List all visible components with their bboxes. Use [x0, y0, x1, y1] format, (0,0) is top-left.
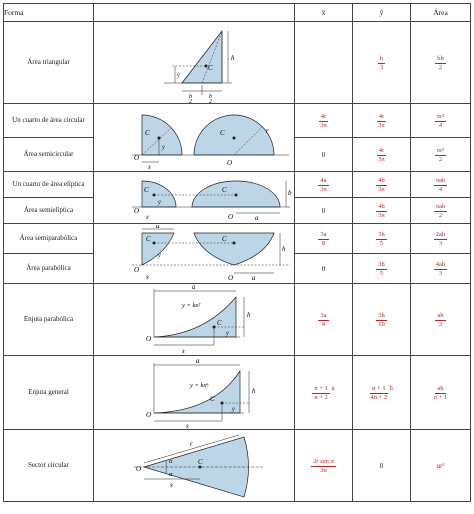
header-area: Área [411, 4, 471, 22]
row-quarter-ellipse [4, 172, 471, 198]
area-den: 3 [438, 240, 443, 247]
label-o1: O [134, 206, 140, 215]
header-forma: Forma [4, 4, 94, 22]
label-ybar: ȳ [158, 199, 161, 206]
name-quarter-circle: Un cuarto de área circular [4, 104, 94, 138]
xbar-den: 3π [320, 122, 327, 129]
ybar-den: 3π [378, 122, 385, 129]
label-c1: C [146, 234, 151, 243]
label-b1: b [189, 93, 192, 100]
area-semi-ellipse [411, 198, 471, 224]
ybar-num: 4b [376, 204, 387, 213]
label-c: C [210, 394, 215, 403]
xbar-num: 4r [319, 114, 328, 123]
label-h: h [231, 53, 235, 62]
label-ybar: ȳ [177, 72, 180, 79]
label-ybar: ȳ [232, 406, 235, 413]
ybar-num: 4b [376, 178, 387, 187]
xbar-triangular [295, 22, 353, 104]
xbar-num: 3a [318, 232, 328, 241]
area-den: 3 [438, 321, 443, 328]
ybar-num: 4r [377, 148, 386, 157]
ybar-value: 0 [379, 461, 384, 470]
name-circular-sector: Sector circular [4, 430, 94, 502]
xbar-den: n + 2 [314, 394, 328, 401]
label-o2: O [227, 158, 233, 167]
general-spandrel-diagram [94, 357, 294, 429]
label-o2: O [228, 212, 234, 221]
parabola-diagram [94, 225, 294, 283]
xbar-den: 8 [321, 240, 326, 247]
area-den: n + 1 [433, 394, 448, 401]
xbar-circular-sector [295, 430, 353, 502]
area-num: πr² [435, 114, 446, 123]
ybar-semicircle [353, 138, 411, 172]
label-r: r [266, 126, 269, 135]
row-parabolic-spandrel [4, 284, 471, 356]
label-b: b [288, 188, 292, 197]
area-semiparabolic [411, 224, 471, 254]
xbar-num: 4a [318, 178, 328, 187]
ellipse-diagram [94, 173, 294, 223]
label-c1: C [145, 128, 150, 137]
label-alpha2: α [169, 470, 173, 478]
xbar-den: 4 [321, 321, 326, 328]
ybar-circular-sector [353, 430, 411, 502]
area-num: πab [434, 178, 447, 187]
figure-circle [94, 104, 295, 172]
area-quarter-circle [411, 104, 471, 138]
label-a1: a [156, 224, 160, 230]
row-quarter-circle [4, 104, 471, 138]
header-figure [94, 4, 295, 22]
name-triangular: Área triangular [4, 22, 94, 104]
ybar-num: 3h [376, 262, 387, 271]
ybar-num: n + 1 [370, 386, 387, 395]
label-o: O [146, 334, 152, 343]
label-alpha1: α [169, 457, 173, 465]
triangle-shape [182, 31, 222, 83]
xbar-num: 2r sen α [311, 459, 336, 468]
ybar-parabolic [353, 254, 411, 284]
centroid-table [3, 3, 471, 502]
xbar-semiparabolic [295, 224, 353, 254]
ybar-num: 4r [377, 114, 386, 123]
ybar-semi-ellipse [353, 198, 411, 224]
row-general-spandrel [4, 356, 471, 430]
label-o: O [136, 464, 142, 473]
label-h: h [252, 386, 256, 395]
label-equation: y = kxⁿ [190, 381, 209, 389]
area-parabolic [411, 254, 471, 284]
ybar-quarter-ellipse [353, 172, 411, 198]
label-c2: C [222, 234, 227, 243]
area-value: αr² [436, 461, 445, 470]
label-xbar: x̄ [186, 423, 189, 429]
header-ybar: ȳ [353, 4, 411, 22]
xbar-num: 3a [318, 313, 328, 322]
ybar-den: 4n + 2 [370, 394, 388, 401]
xbar-suffix: a [331, 383, 335, 392]
ybar-den: 3 [379, 64, 384, 71]
label-r: r [190, 439, 193, 448]
circle-diagram [94, 105, 294, 171]
ybar-general-spandrel [353, 356, 411, 430]
label-xbar: x̄ [182, 348, 185, 355]
ybar-num: h [378, 56, 385, 65]
area-den: 2 [438, 64, 443, 71]
label-xbar: x̄ [146, 214, 149, 221]
label-a: a [196, 356, 200, 365]
figure-sector [94, 430, 295, 502]
label-h: h [247, 310, 251, 319]
xbar-den: 3α [320, 467, 327, 474]
xbar-parabolic [295, 254, 353, 284]
ybar-semiparabolic [353, 224, 411, 254]
area-den: 4 [438, 186, 443, 193]
xbar-value: 0 [321, 206, 326, 215]
label-c2: C [222, 185, 227, 194]
sector-diagram [94, 431, 294, 501]
figure-parabola [94, 224, 295, 284]
label-two1: 2 [189, 98, 192, 103]
area-num: ah [435, 313, 445, 322]
area-circular-sector [411, 430, 471, 502]
xbar-general-spandrel [295, 356, 353, 430]
label-o1: O [134, 265, 140, 274]
area-num: 4ah [434, 262, 447, 271]
label-xbar: x̄ [148, 164, 151, 171]
area-den: 2 [438, 156, 443, 163]
xbar-quarter-ellipse [295, 172, 353, 198]
spandrel-diagram [94, 285, 294, 355]
area-parabolic-spandrel [411, 284, 471, 356]
ybar-num: 3h [376, 313, 387, 322]
area-den: 2 [438, 212, 443, 219]
name-quarter-ellipse: Un cuarto de área elíptica [4, 172, 94, 198]
figure-ellipse [94, 172, 295, 224]
ybar-parabolic-spandrel [353, 284, 411, 356]
ybar-num: 3h [376, 232, 387, 241]
ybar-den: 3π [378, 156, 385, 163]
label-o: O [146, 410, 152, 419]
xbar-quarter-circle [295, 104, 353, 138]
xbar-num: n + 1 [312, 386, 329, 395]
figure-triangular [94, 22, 295, 104]
semicircle-shape [194, 115, 274, 155]
label-h: h [282, 244, 286, 253]
row-triangular [4, 22, 471, 104]
area-quarter-ellipse [411, 172, 471, 198]
ybar-den: 3π [378, 212, 385, 219]
label-c: C [217, 318, 222, 327]
name-parabolic-spandrel: Enjuta parabólica [4, 284, 94, 356]
area-semicircle [411, 138, 471, 172]
name-parabolic: Área parabólica [4, 254, 94, 284]
label-ybar: ȳ [158, 252, 161, 259]
label-two2: 2 [209, 98, 212, 103]
label-xbar: x̄ [170, 482, 173, 489]
row-circular-sector [4, 430, 471, 502]
label-o2: O [228, 273, 234, 282]
area-num: bh [435, 56, 446, 65]
label-c: C [198, 457, 203, 466]
label-a2: a [252, 273, 256, 282]
xbar-den: 3π [320, 186, 327, 193]
name-semicircle: Área semicircular [4, 138, 94, 172]
xbar-value: 0 [321, 264, 326, 273]
area-num: ah [435, 386, 445, 395]
xbar-value: 0 [321, 150, 326, 159]
label-ybar: ȳ [226, 330, 229, 337]
label-c: C [208, 63, 213, 72]
area-num: πab [434, 204, 447, 213]
ybar-den: 3π [378, 186, 385, 193]
header-row [4, 4, 471, 22]
label-xbar: x̄ [146, 274, 149, 281]
ybar-den: 10 [378, 321, 385, 328]
ybar-suffix: h [389, 383, 393, 392]
label-equation: y = kx² [182, 301, 201, 309]
area-num: 2ah [434, 232, 447, 241]
area-num: πr² [435, 148, 446, 157]
ybar-triangular [353, 22, 411, 104]
ybar-quarter-circle [353, 104, 411, 138]
figure-general [94, 356, 295, 430]
xbar-semi-ellipse [295, 198, 353, 224]
name-general-spandrel: Enjuta general [4, 356, 94, 430]
label-a: a [255, 213, 259, 222]
label-c2: C [220, 128, 225, 137]
name-semi-ellipse: Área semielíptica [4, 198, 94, 224]
label-o1: O [134, 153, 140, 162]
xbar-semicircle [295, 138, 353, 172]
label-c1: C [144, 185, 149, 194]
area-general-spandrel [411, 356, 471, 430]
label-ybar: ȳ [162, 144, 165, 151]
label-a: a [192, 284, 196, 291]
name-semiparabolic: Área semiparabólica [4, 224, 94, 254]
figure-spandrel [94, 284, 295, 356]
row-semiparabolic [4, 224, 471, 254]
area-den: 4 [438, 122, 443, 129]
area-den: 3 [438, 270, 443, 277]
ybar-den: 5 [379, 270, 384, 277]
label-b2: b [209, 93, 212, 100]
header-xbar: x̄ [295, 4, 353, 22]
area-triangular [411, 22, 471, 104]
ybar-den: 5 [379, 240, 384, 247]
xbar-parabolic-spandrel [295, 284, 353, 356]
triangle-diagram [94, 23, 294, 103]
